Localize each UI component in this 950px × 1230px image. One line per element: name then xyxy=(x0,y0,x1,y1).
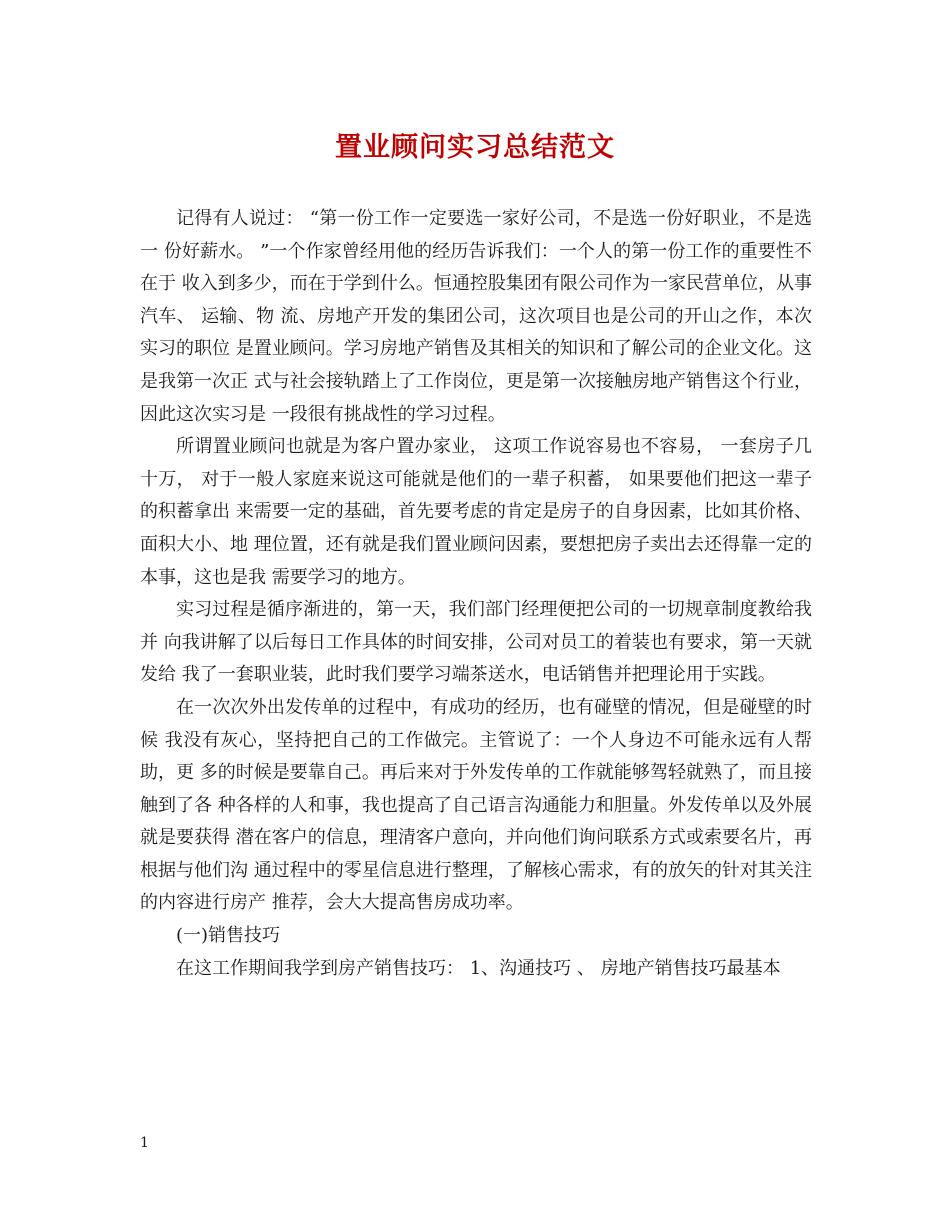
paragraph: 在一次次外出发传单的过程中，有成功的经历，也有碰壁的情况，但是碰壁的时候 我没有灰心，坚持把自己的工作做完。主管说了：一个人身边不可能永远有人帮助，更 多的时候是要靠自己。再后来对于外发传单的工作就能够驾轻就熟了，而且接触到了各 种各样的人和事，我也提高了自己语言沟通能力和胆量。外发传单以及外展就是要获得 潜在客户的信息，理清客户意向，并向他们询问联系方式或索要名片，再根据与他们沟 通过程中的零星信息进行整理，了解核心需求，有的放矢的针对其关注的内容进行房产 推荐，会大大提高售房成功率。 xyxy=(140,696,812,914)
page-number: 1 xyxy=(140,1135,149,1151)
paragraph: 记得有人说过： “第一份工作一定要选一家好公司，不是选一份好职业，不是选一 份好薪水。 ”一个作家曾经用他的经历告诉我们：一个人的第一份工作的重要性不在于 收入到多少，而在于学到什么。恒通控股集团有限公司作为一家民营单位，从事汽车、 运输、物 流、房地产开发的集团公司，这次项目也是公司的开山之作，本次实习的职位 是置业顾问。学习房地产销售及其相关的知识和了解公司的企业文化。这是我第一次正 式与社会接轨踏上了工作岗位，更是第一次接触房地产销售这个行业，因此这次实习是 一段很有挑战性的学习过程。 xyxy=(140,208,812,425)
document-title: 置业顾问实习总结范文 xyxy=(335,132,615,163)
section-heading: (一)销售技巧 xyxy=(176,925,281,947)
paragraph: 所谓置业顾问也就是为客户置办家业， 这项工作说容易也不容易， 一套房子几十万， 对于一般人家庭来说这可能就是他们的一辈子积蓄， 如果要他们把这一辈子的积蓄拿出 来需要一定的基础，首先要考虑的肯定是房子的自身因素，比如其价格、面积大小、地 理位置，还有就是我们置业顾问因素，要想把房子卖出去还得靠一定的本事，这也是我 需要学习的地方。 xyxy=(140,436,812,588)
paragraph: 实习过程是循序渐进的，第一天，我们部门经理便把公司的一切规章制度教给我并 向我讲解了以后每日工作具体的时间安排，公司对员工的着装也有要求，第一天就发给 我了一套职业装，此时我们要学习端茶送水，电话销售并把理论用于实践。 xyxy=(140,599,812,686)
paragraph: 在这工作期间我学到房产销售技巧： 1、沟通技巧 、 房地产销售技巧最基本 xyxy=(176,957,781,979)
document-body xyxy=(140,203,812,985)
